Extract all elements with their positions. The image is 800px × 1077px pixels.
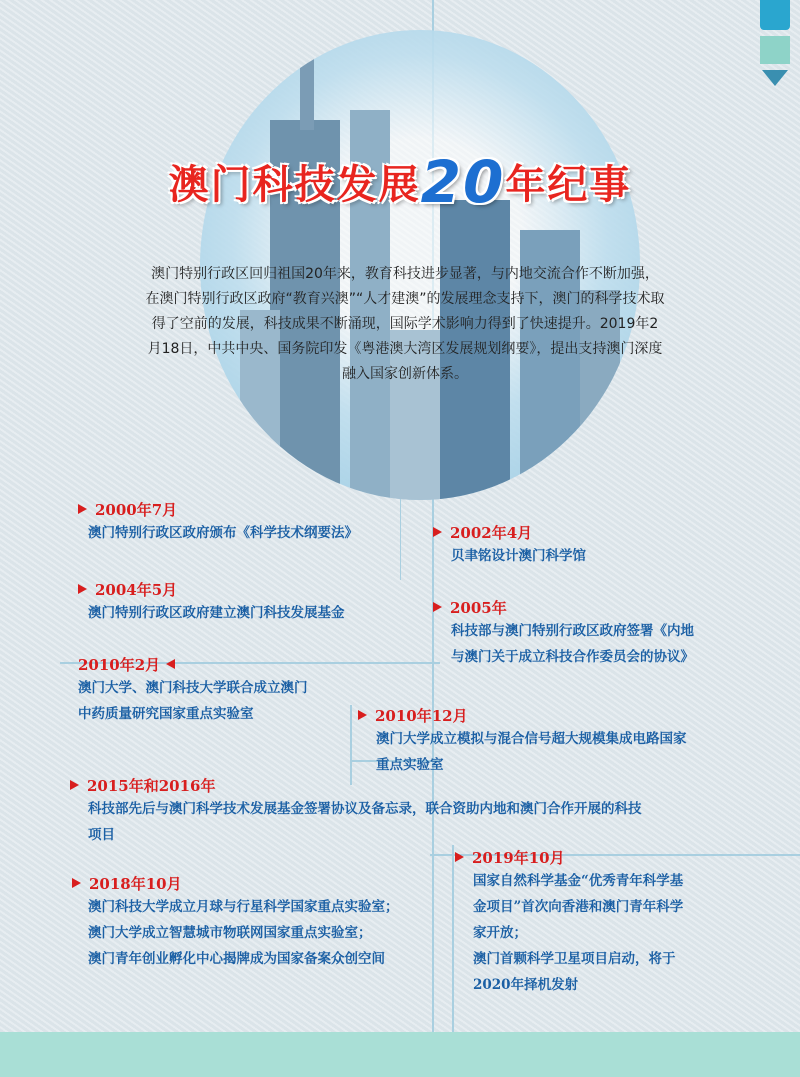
event-2002-04: [433, 523, 586, 569]
event-date: 2019年10月: [472, 849, 565, 867]
arrow-right-icon: [455, 852, 464, 862]
event-2004-05: [78, 580, 345, 626]
event-text: 金项目”首次向香港和澳门青年科学: [473, 899, 684, 915]
event-text: 澳门大学、澳门科技大学联合成立澳门: [78, 680, 308, 696]
event-2000-07: [78, 500, 358, 546]
event-2015-2016: [70, 776, 642, 848]
arrow-right-icon: [433, 527, 442, 537]
event-2005: [433, 598, 694, 670]
page-title: [0, 148, 800, 216]
event-text: 澳门大学成立模拟与混合信号超大规模集成电路国家: [376, 731, 687, 747]
event-text: 澳门首颗科学卫星项目启动，将于: [473, 951, 676, 967]
event-text: 中药质量研究国家重点实验室: [78, 706, 254, 722]
event-2018-10: [72, 874, 399, 972]
event-date: 2005年: [450, 599, 507, 617]
title-part-1: 澳门科技发展: [168, 162, 421, 208]
event-text: 澳门特别行政区政府建立澳门科技发展基金: [88, 605, 345, 621]
event-text: 国家自然科学基金“优秀青年科学基: [473, 873, 684, 889]
event-text: 贝聿铭设计澳门科学馆: [451, 548, 586, 564]
arrow-right-icon: [72, 878, 81, 888]
divider-v3: [452, 845, 454, 1035]
event-text: 科技部先后与澳门科学技术发展基金签署协议及备忘录，联合资助内地和澳门合作开展的科技: [88, 801, 642, 817]
event-text: 重点实验室: [376, 757, 444, 773]
intro-paragraph: 澳门特别行政区回归祖国20年来，教育科技进步显著，与内地交流合作不断加强，在澳门特别行政区政府“教育兴澳”“人才建澳”的发展理念支持下，澳门的科学技术取得了空前的发展，科技成果不断涌现，国际学术影响力得到了快速提升。2019年2月18日，中共中央、国务院印发《粤港澳大湾区发展规划纲要》，提出支持澳门深度融入国家创新体系。: [145, 266, 665, 382]
arrow-right-icon: [78, 584, 87, 594]
event-2010-02: [78, 655, 308, 727]
event-text: 澳门科技大学成立月球与行星科学国家重点实验室；: [88, 899, 399, 915]
down-triangle-icon: [762, 70, 788, 86]
arrow-left-icon: [166, 659, 175, 669]
arrow-right-icon: [78, 504, 87, 514]
title-number: 20: [420, 148, 506, 216]
corner-tab-blue: [760, 0, 790, 30]
event-text: 澳门大学成立智慧城市物联网国家重点实验室；: [88, 925, 372, 941]
event-2019-10: [455, 848, 683, 998]
corner-tab: [760, 0, 800, 72]
event-date: 2004年5月: [95, 581, 178, 599]
event-text: 澳门特别行政区政府颁布《科学技术纲要法》: [88, 525, 358, 541]
title-part-2: 年纪事: [505, 162, 632, 208]
event-date: 2000年7月: [95, 501, 178, 519]
event-date: 2002年4月: [450, 524, 533, 542]
event-text: 澳门青年创业孵化中心揭牌成为国家备案众创空间: [88, 951, 385, 967]
event-date: 2010年2月: [78, 656, 161, 674]
event-date: 2010年12月: [375, 707, 468, 725]
arrow-right-icon: [358, 710, 367, 720]
event-text: 与澳门关于成立科技合作委员会的协议》: [451, 649, 694, 665]
arrow-right-icon: [70, 780, 79, 790]
event-text: 项目: [88, 827, 115, 843]
event-date: 2015年和2016年: [87, 777, 216, 795]
event-date: 2018年10月: [89, 875, 182, 893]
event-2010-12: [358, 706, 687, 778]
corner-tab-green: [760, 36, 790, 64]
event-text: 家开放；: [473, 925, 527, 941]
arrow-right-icon: [433, 602, 442, 612]
divider-v2: [350, 705, 352, 785]
event-text: 科技部与澳门特别行政区政府签署《内地: [451, 623, 694, 639]
event-text: 2020年择机发射: [473, 977, 579, 993]
bottom-band: [0, 1032, 800, 1077]
